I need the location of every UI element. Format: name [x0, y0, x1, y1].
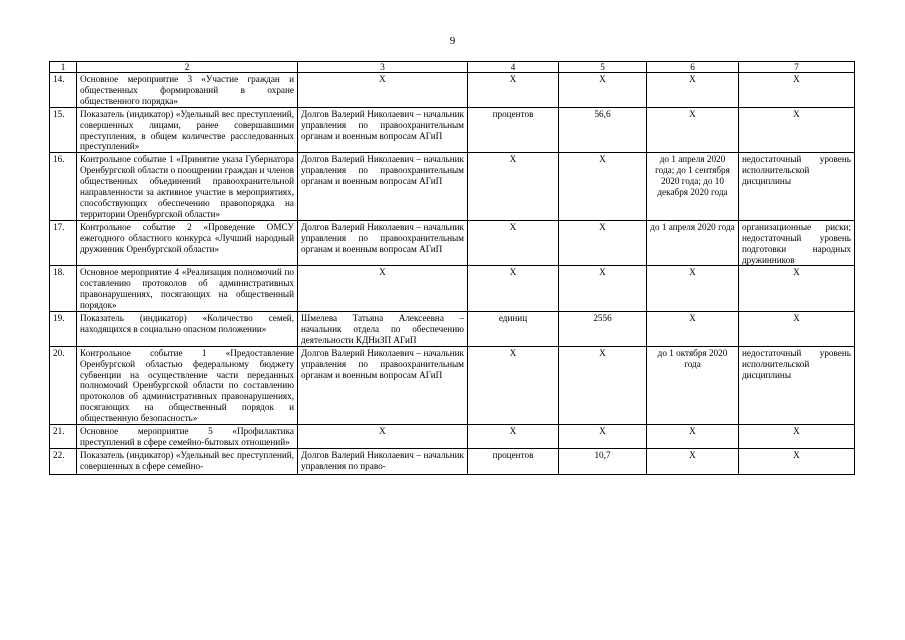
risks: Х: [739, 107, 855, 153]
table-row: [50, 220, 855, 266]
column-header: 2: [77, 62, 298, 73]
table-row: [50, 346, 855, 424]
row-number: 22.: [50, 448, 77, 474]
value: Х: [559, 266, 647, 312]
column-header: 4: [468, 62, 559, 73]
table-row: [50, 266, 855, 312]
deadline: Х: [647, 107, 739, 153]
risks: недостаточный уровень исполнительской дисциплины: [739, 346, 855, 424]
deadline: до 1 апреля 2020 года; до 1 сентября 2020 года; до 10 декабря 2020 года: [647, 153, 739, 220]
risks: недостаточный уровень исполнительской дисциплины: [739, 153, 855, 220]
item-name: Основное мероприятие 3 «Участие граждан и общественных формирований в охране общественного порядка»: [77, 73, 298, 108]
item-name: Показатель (индикатор) «Удельный вес преступлений, совершенных в сфере семейно-: [77, 448, 298, 474]
page-number: 9: [449, 35, 456, 47]
responsible: Шмелева Татьяна Алексеевна – начальник отдела по обеспечению деятельности КДНиЗП АГиП: [298, 312, 468, 347]
risks: Х: [739, 448, 855, 474]
unit: Х: [468, 73, 559, 108]
table-row: [50, 425, 855, 449]
row-number: 21.: [50, 425, 77, 449]
deadline: Х: [647, 266, 739, 312]
row-number: 15.: [50, 107, 77, 153]
deadline: Х: [647, 425, 739, 449]
value: 56,6: [559, 107, 647, 153]
row-number: 17.: [50, 220, 77, 266]
unit: Х: [468, 346, 559, 424]
row-number: 18.: [50, 266, 77, 312]
row-number: 16.: [50, 153, 77, 220]
item-name: Контрольное событие 1 «Предоставление Оренбургской областью федеральному бюджету субвенции на осуществление части переданных полномочий Оренбургской области по составлению протоколов об административных правонарушениях, посягающих на общественный порядок и общественную безопасность»: [77, 346, 298, 424]
deadline: Х: [647, 448, 739, 474]
risks: организационные риски; недостаточный уровень подготовки народных дружинников: [739, 220, 855, 266]
row-number: 19.: [50, 312, 77, 347]
deadline: до 1 апреля 2020 года: [647, 220, 739, 266]
column-header: 7: [739, 62, 855, 73]
risks: Х: [739, 312, 855, 347]
value: Х: [559, 220, 647, 266]
responsible: Х: [298, 425, 468, 449]
responsible: Долгов Валерий Николаевич – начальник управления по право-: [298, 448, 468, 474]
value: Х: [559, 346, 647, 424]
item-name: Основное мероприятие 5 «Профилактика преступлений в сфере семейно-бытовых отношений»: [77, 425, 298, 449]
column-header: 6: [647, 62, 739, 73]
unit: Х: [468, 425, 559, 449]
table-row: [50, 153, 855, 220]
unit: процентов: [468, 448, 559, 474]
row-number: 14.: [50, 73, 77, 108]
risks: Х: [739, 266, 855, 312]
responsible: Долгов Валерий Николаевич – начальник управления по правоохранительным органам и военным вопросам АГиП: [298, 107, 468, 153]
table-row: [50, 448, 855, 474]
value: Х: [559, 73, 647, 108]
responsible: Х: [298, 266, 468, 312]
unit: Х: [468, 220, 559, 266]
header-row: [50, 62, 855, 73]
unit: процентов: [468, 107, 559, 153]
risks: Х: [739, 73, 855, 108]
unit: Х: [468, 266, 559, 312]
unit: единиц: [468, 312, 559, 347]
risks: Х: [739, 425, 855, 449]
column-header: 1: [50, 62, 77, 73]
value: 10,7: [559, 448, 647, 474]
item-name: Контрольное событие 1 «Принятие указа Губернатора Оренбургской области о поощрении граждан и членов общественных объединений правоохранительной направленности за активное участие в мероприятиях, способствующих обеспечению правопорядка на территории Оренбургской области»: [77, 153, 298, 220]
unit: Х: [468, 153, 559, 220]
value: Х: [559, 153, 647, 220]
plan-table: [49, 61, 855, 475]
value: Х: [559, 425, 647, 449]
responsible: Долгов Валерий Николаевич – начальник управления по правоохранительным органам и военным вопросам АГиП: [298, 153, 468, 220]
deadline: Х: [647, 312, 739, 347]
table-row: [50, 73, 855, 108]
item-name: Основное мероприятие 4 «Реализация полномочий по составлению протоколов об административных правонарушениях, посягающих на общественный порядок»: [77, 266, 298, 312]
column-header: 5: [559, 62, 647, 73]
column-header: 3: [298, 62, 468, 73]
item-name: Контрольное событие 2 «Проведение ОМСУ ежегодного областного конкурса «Лучший народный дружинник Оренбургской области»: [77, 220, 298, 266]
responsible: Х: [298, 73, 468, 108]
row-number: 20.: [50, 346, 77, 424]
responsible: Долгов Валерий Николаевич – начальник управления по правоохранительным органам и военным вопросам АГиП: [298, 220, 468, 266]
table-row: [50, 312, 855, 347]
item-name: Показатель (индикатор) «Количество семей, находящихся в социально опасном положении»: [77, 312, 298, 347]
deadline: Х: [647, 73, 739, 108]
value: 2556: [559, 312, 647, 347]
table-row: [50, 107, 855, 153]
deadline: до 1 октября 2020 года: [647, 346, 739, 424]
responsible: Долгов Валерий Николаевич – начальник управления по правоохранительным органам и военным вопросам АГиП: [298, 346, 468, 424]
item-name: Показатель (индикатор) «Удельный вес преступлений, совершенных лицами, ранее совершавшими преступления, в общем количестве расследованных преступлений»: [77, 107, 298, 153]
